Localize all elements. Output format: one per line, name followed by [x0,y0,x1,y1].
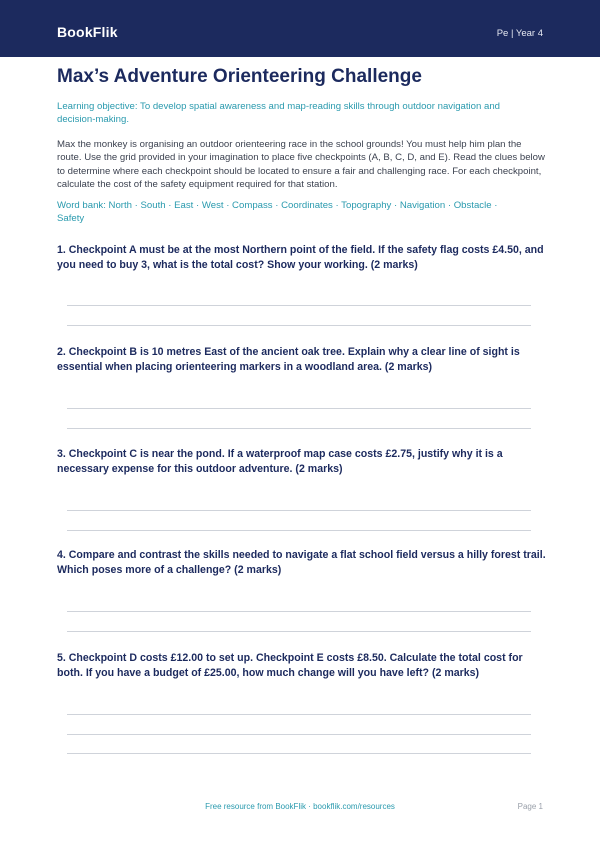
answer-line[interactable] [67,753,531,754]
page-header [0,0,600,57]
question-2: 2. Checkpoint B is 10 metres East of the ancient oak tree. Explain why a clear line of sight is essential when placing orienteering markers in a woodland area. (2 marks) [57,346,520,373]
learning-objective: Learning objective: To develop spatial awareness and map-reading skills through outdoor navigation and decision-making. [57,101,501,126]
question-3: 3. Checkpoint C is near the pond. If a waterproof map case costs £2.75, justify why it is a necessary expense for this outdoor adventure. (2 marks) [57,448,503,475]
question-4: 4. Compare and contrast the skills needed to navigate a flat school field versus a hilly forest trail. Which poses more of a challenge? (2 marks) [57,549,546,576]
header-meta: Pe | Year 4 [496,28,543,39]
answer-line[interactable] [67,305,531,306]
question-1: 1. Checkpoint A must be at the most Northern point of the field. If the safety flag costs £4.50, and you need to buy 3, what is the total cost? Show your working. (2 marks) [57,244,544,271]
intro-paragraph: Max the monkey is organising an outdoor orienteering race in the school grounds! You must help him plan the route. Use the grid provided in your imagination to place five checkpoints (A, B, C, D, and E). Read the clues below to determine where each checkpoint should be located to ensure a fair and challenging race. For each checkpoint, calculate the cost of the safety equipment required for that station. [57,139,545,191]
answer-line[interactable] [67,611,531,612]
answer-line[interactable] [67,714,531,715]
answer-line[interactable] [67,510,531,511]
answer-line[interactable] [67,734,531,735]
answer-line[interactable] [67,325,531,326]
page-number: Page 1 [517,802,543,811]
brand-logo: BookFlik [57,24,118,40]
answer-line[interactable] [67,530,531,531]
page-title: Max’s Adventure Orienteering Challenge [57,66,422,87]
word-bank: Word bank: North · South · East · West · Compass · Coordinates · Topography · Navigation · Obstacle · Safety [57,200,498,225]
answer-line[interactable] [67,631,531,632]
answer-line[interactable] [67,428,531,429]
footer-link[interactable]: Free resource from BookFlik · bookflik.com/resources [205,802,395,811]
answer-line[interactable] [67,408,531,409]
question-5: 5. Checkpoint D costs £12.00 to set up. Checkpoint E costs £8.50. Calculate the total cost for both. If you have a budget of £25.00, how much change will you have left? (2 marks) [57,652,523,679]
